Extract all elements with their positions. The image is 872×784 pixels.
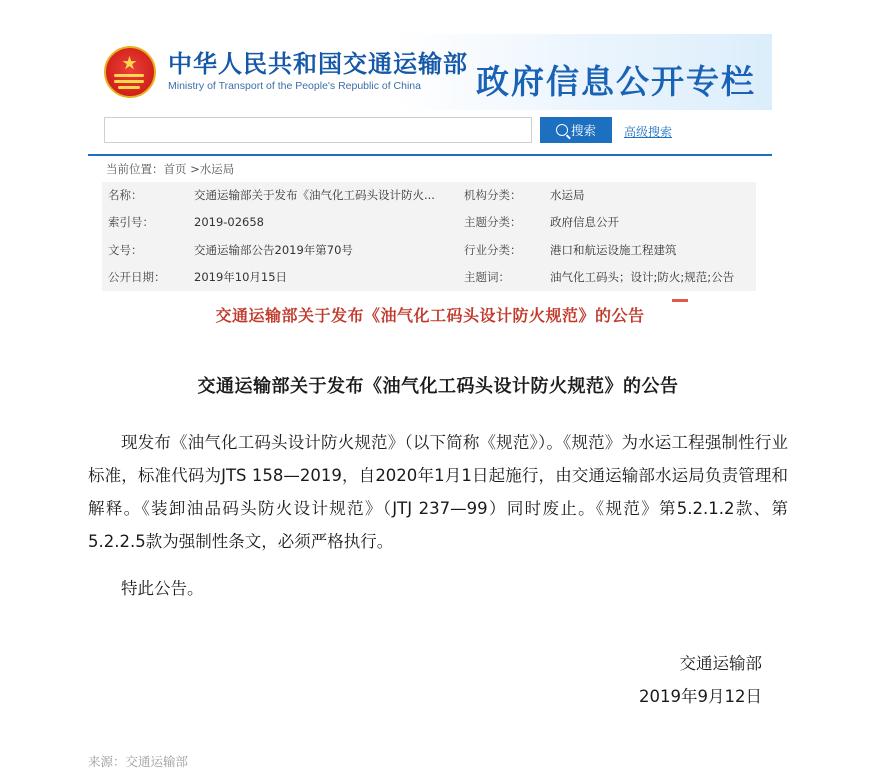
search-icon [556, 124, 568, 136]
table-row [102, 182, 756, 209]
meta-key: 主题分类： [464, 215, 522, 230]
meta-value: 港口和航运设施工程建筑 [550, 242, 677, 257]
meta-key: 主题词： [464, 269, 510, 284]
meta-value: 2019-02658 [194, 215, 264, 230]
search-bar [88, 110, 772, 156]
meta-key: 机构分类： [464, 188, 522, 202]
signature-date: 2019年9月12日 [639, 687, 762, 706]
meta-value: 交通运输部公告2019年第70号 [194, 242, 353, 257]
search-input[interactable] [104, 117, 532, 143]
meta-value: 交通运输部关于发布《油气化工码头设计防火... [194, 188, 435, 202]
banner-section-title: 政府信息公开专栏 [476, 62, 756, 101]
signature-organization: 交通运输部 [679, 654, 762, 673]
meta-value: 水运局 [550, 188, 585, 202]
banner-header [88, 34, 772, 110]
meta-key: 名称： [108, 188, 143, 202]
table-row [102, 237, 756, 264]
meta-key: 文号： [108, 242, 143, 257]
table-row [102, 209, 756, 236]
article-paragraph: 特此公告。 [121, 579, 204, 598]
document-metadata-table [102, 182, 756, 291]
signature-block [88, 647, 788, 713]
search-button-label: 搜索 [570, 123, 596, 138]
meta-value: 油气化工码头；设计;防火;规范;公告 [550, 269, 735, 284]
meta-key: 索引号： [108, 215, 154, 230]
meta-key: 行业分类： [464, 242, 522, 257]
article-body [88, 372, 788, 713]
national-emblem-icon: ★ [102, 44, 158, 100]
breadcrumb: 当前位置：首页 >水运局 [88, 156, 772, 182]
article-paragraph: 现发布《油气化工码头设计防火规范》（以下简称《规范》）。《规范》为水运工程强制性行业标准，标准代码为JTS 158—2019，自2020年1月1日起施行，由交通运输部水运局负责管理和解释。《装卸油品码头防火设计规范》（JTJ 237—99）同时废止。《规范》第5.2.1.2款、第5.2.2.5款为强制性条文，必须严格执行。 [88, 433, 788, 551]
decorative-mark [672, 299, 688, 302]
meta-value: 2019年10月15日 [194, 269, 288, 284]
banner-document-title: 交通运输部关于发布《油气化工码头设计防火规范》的公告 [215, 306, 645, 325]
portal-banner [88, 34, 772, 325]
source-label: 来源：交通运输部 [88, 754, 189, 769]
ministry-name-en: Ministry of Transport of the People's Republic of China [168, 80, 421, 92]
meta-value: 政府信息公开 [550, 215, 619, 230]
advanced-search-link[interactable]: 高级搜索 [624, 125, 673, 139]
page-title: 交通运输部关于发布《油气化工码头设计防火规范》的公告 [197, 376, 679, 397]
ministry-name-cn: 中华人民共和国交通运输部 [168, 50, 468, 78]
table-row [102, 264, 756, 291]
meta-key: 公开日期： [108, 269, 166, 284]
search-button[interactable] [540, 117, 612, 143]
